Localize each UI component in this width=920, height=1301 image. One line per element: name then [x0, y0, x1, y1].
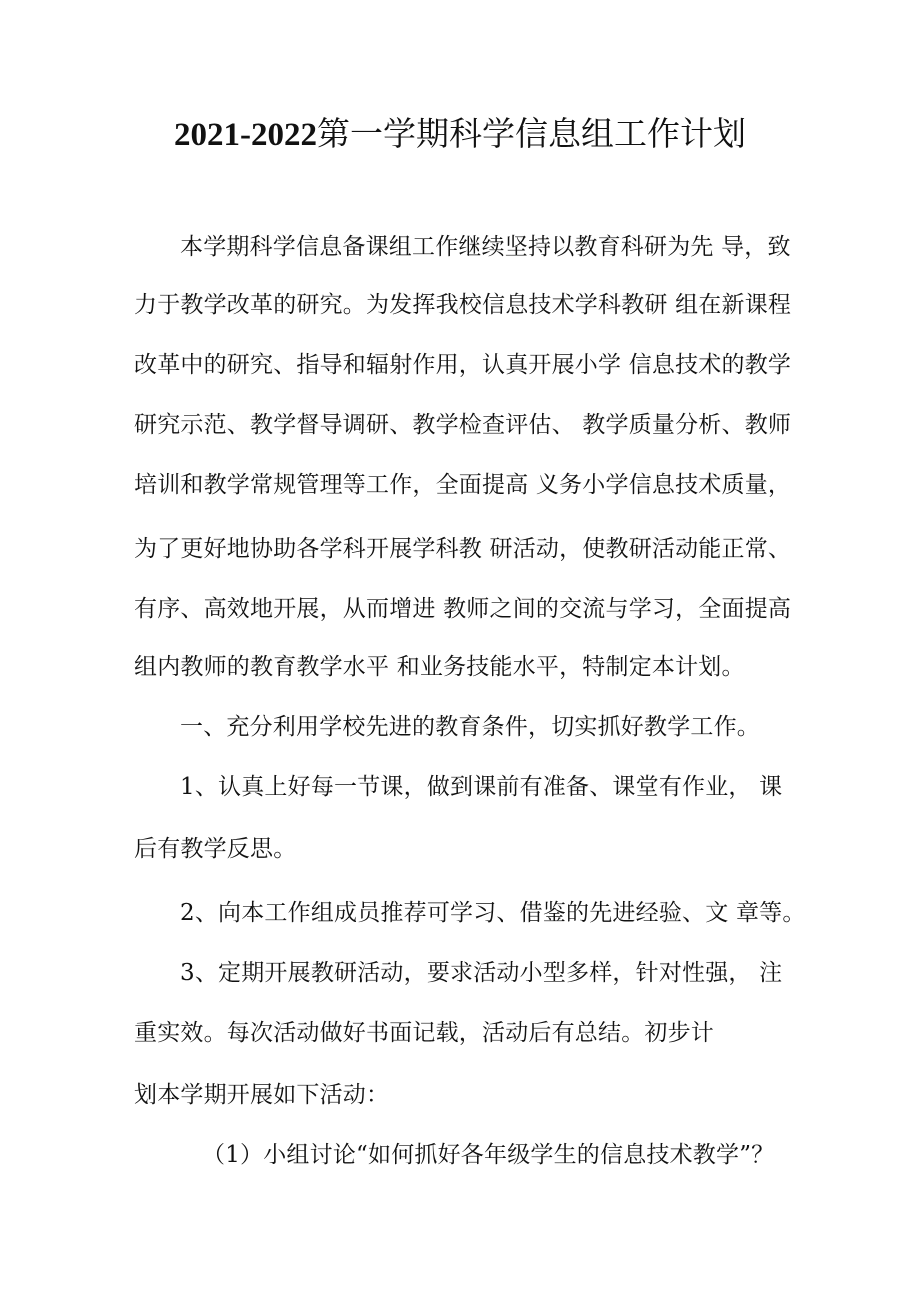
paragraph-line: 为了更好地协助各学科开展学科教 研活动，使教研活动能正常、 — [134, 536, 792, 562]
section-heading: 一、充分利用学校先进的教育条件，切实抓好教学工作。 — [180, 714, 760, 740]
list-item-1: 1、认真上好每一节课，做到课前有准备、课堂有作业， 课 — [180, 774, 783, 800]
list-item-3-continued: 划本学期开展如下活动： — [134, 1082, 390, 1108]
document-title — [0, 112, 920, 157]
paragraph-line: 组内教师的教育教学水平 和业务技能水平，特制定本计划。 — [134, 654, 745, 680]
paragraph-line: 改革中的研究、指导和辐射作用，认真开展小学 信息技术的教学 — [134, 352, 792, 378]
list-item-2: 2、向本工作组成员推荐可学习、借鉴的先进经验、文 章等。 — [180, 900, 806, 926]
paragraph-line: 本学期科学信息备课组工作继续坚持以教育科研为先 导，致 — [180, 234, 791, 260]
list-item-3-continued: 重实效。每次活动做好书面记载，活动后有总结。初步计 — [134, 1020, 714, 1046]
list-item-3: 3、定期开展教研活动，要求活动小型多样，针对性强， 注 — [180, 960, 783, 986]
title-year: 2021-2022 — [174, 117, 317, 153]
sub-item-1: （1）小组讨论“如何抓好各年级学生的信息技术教学”？ — [202, 1142, 775, 1168]
paragraph-line: 有序、高效地开展，从而增进 教师之间的交流与学习，全面提高 — [134, 596, 792, 622]
paragraph-line: 研究示范、教学督导调研、教学检查评估、 教学质量分析、教师 — [134, 412, 792, 438]
title-text: 第一学期科学信息组工作计划 — [317, 114, 746, 153]
paragraph-line: 力于教学改革的研究。为发挥我校信息技术学科教研 组在新课程 — [134, 292, 792, 318]
paragraph-line: 培训和教学常规管理等工作，全面提高 义务小学信息技术质量， — [134, 472, 792, 498]
list-item-1-continued: 后有教学反思。 — [134, 836, 297, 862]
